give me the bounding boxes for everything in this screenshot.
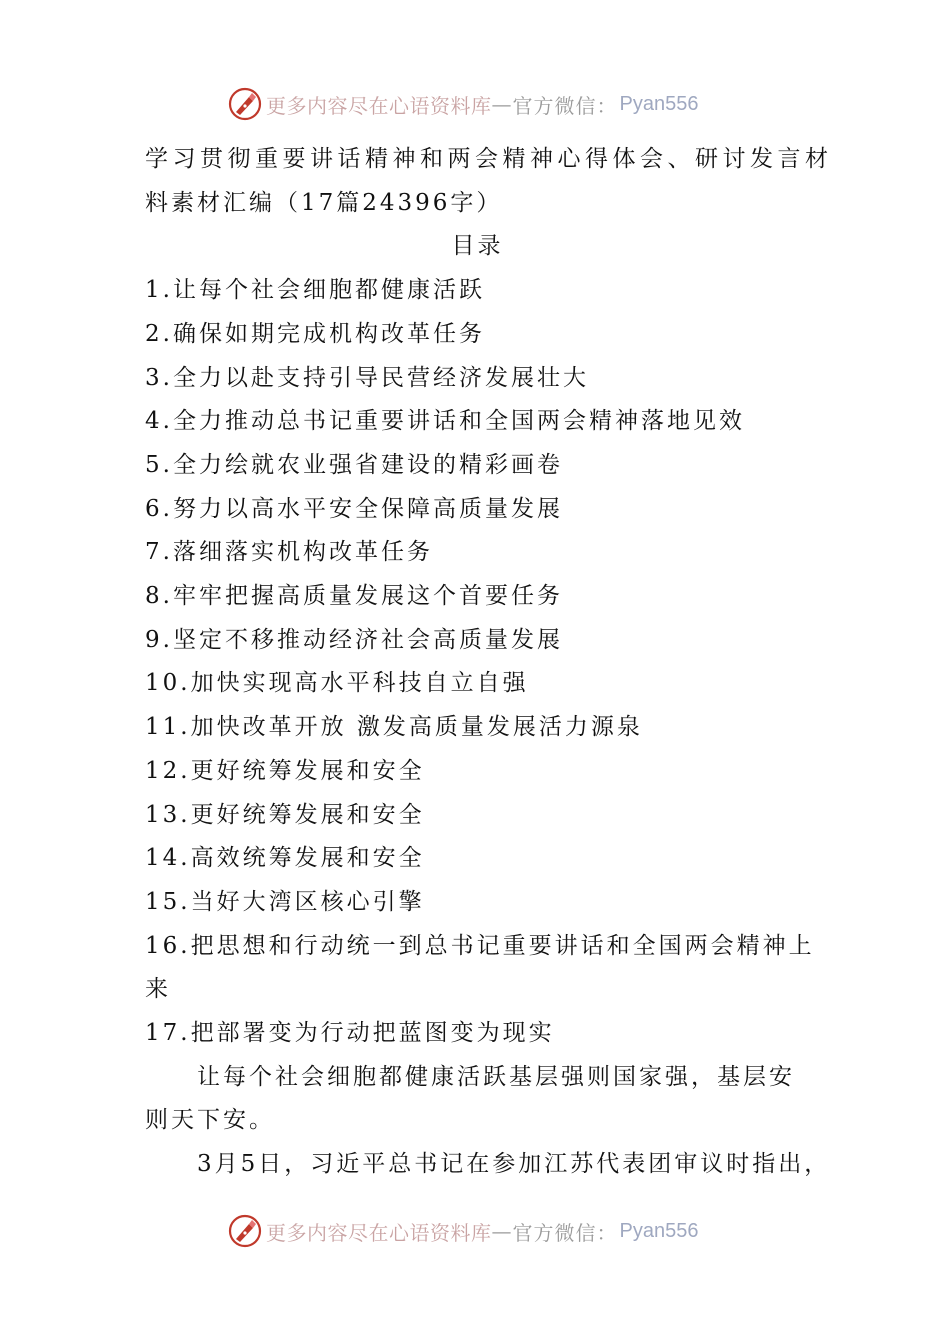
toc-item: 8.牢牢把握高质量发展这个首要任务 [145, 583, 563, 610]
toc-item: 5.全力绘就农业强省建设的精彩画卷 [145, 451, 563, 478]
watermark-sub-text: 官方微信： [512, 93, 618, 118]
toc-item: 6.努力以高水平安全保障高质量发展 [145, 495, 563, 522]
toc-item: 3.全力以赴支持引导民营经济发展壮大 [145, 364, 589, 391]
watermark-header [228, 84, 698, 124]
toc-item: 15.当好大湾区核心引擎 [145, 888, 425, 915]
pen-nib-logo-icon [228, 87, 262, 121]
toc-item: 4.全力推动总书记重要讲话和全国两会精神落地见效 [145, 408, 745, 435]
toc-item: 10.加快实现高水平科技自立自强 [145, 670, 529, 697]
toc-item: 1.让每个社会细胞都健康活跃 [145, 277, 485, 304]
watermark-main-text: 更多内容尽在心语资料库 [266, 93, 492, 118]
watermark-dash: — [491, 92, 513, 116]
pen-nib-logo-icon [228, 1214, 262, 1248]
toc-item: 13.更好统筹发展和安全 [145, 801, 425, 828]
toc-item: 9.坚定不移推动经济社会高质量发展 [145, 626, 563, 653]
toc-item: 2.确保如期完成机构改革任务 [145, 320, 485, 347]
toc-item: 14.高效统筹发展和安全 [145, 845, 425, 872]
toc-list [145, 269, 815, 1056]
toc-item: 11.加快改革开放 激发高质量发展活力源泉 [145, 714, 643, 741]
toc-item: 16.把思想和行动统一到总书记重要讲话和全国两会精神上 [145, 932, 815, 959]
watermark-dash: — [491, 1219, 513, 1243]
toc-item: 12.更好统筹发展和安全 [145, 757, 425, 784]
document-body [145, 138, 833, 1187]
body-paragraph-1-line-1: 让每个社会细胞都健康活跃基层强则国家强，基层安 [197, 1063, 795, 1090]
watermark-wechat-id: Pyan556 [619, 1219, 699, 1242]
watermark-footer [228, 1211, 698, 1251]
toc-item-continuation: 来 [145, 976, 171, 1003]
document-title-line-1: 学习贯彻重要讲话精神和两会精神心得体会、研讨发言材 [145, 146, 833, 172]
toc-heading: 目录 [451, 233, 504, 260]
watermark-wechat-id: Pyan556 [619, 92, 699, 115]
body-paragraph-2-line-1: 3月5日，习近平总书记在参加江苏代表团审议时指出， [197, 1151, 831, 1178]
watermark-main-text: 更多内容尽在心语资料库 [266, 1220, 492, 1245]
body-paragraph-1-line-2: 则天下安。 [145, 1107, 275, 1134]
toc-item: 17.把部署变为行动把蓝图变为现实 [145, 1020, 555, 1047]
document-title-line-2: 料素材汇编（17篇24396字） [145, 189, 503, 216]
toc-item: 7.落细落实机构改革任务 [145, 539, 433, 566]
watermark-sub-text: 官方微信： [512, 1220, 618, 1245]
